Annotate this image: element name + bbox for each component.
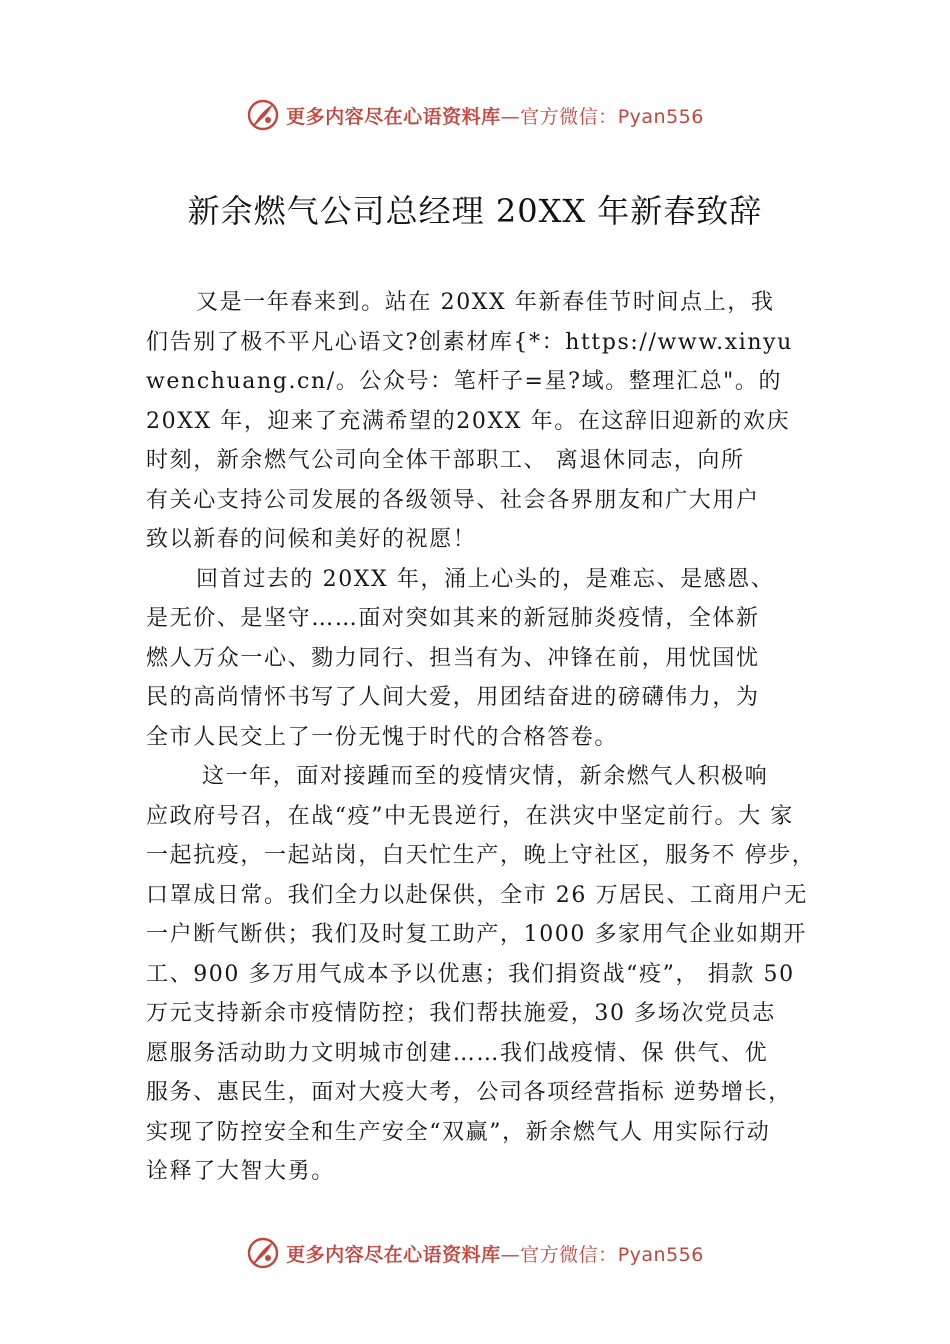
- paragraph-3-line: 实现了防控安全和生产安全“双赢”，新余燃气人 用实际行动: [146, 1119, 771, 1145]
- paragraph-2-line: 回首过去的 20XX 年，涌上心头的，是难忘、是感恩、: [196, 566, 775, 592]
- paragraph-1-line: 20XX 年，迎来了充满希望的20XX 年。在这辞旧迎新的欢庆: [146, 408, 791, 434]
- paragraph-3-line: 一户断气断供；我们及时复工助产，1000 多家用气企业如期开: [146, 922, 807, 947]
- paragraph-2-line: 全市人民交上了一份无愧于时代的合格答卷。: [146, 724, 619, 750]
- paragraph-3-line: 诠释了大智大勇。: [146, 1159, 335, 1184]
- document-body: [146, 283, 826, 1192]
- paragraph-3-line: 万元支持新余市疫情防控；我们帮扶施爱，30 多场次党员志: [146, 1001, 776, 1026]
- banner-text: 更多内容尽在心语资料库—官方微信：Pyan556: [286, 1243, 704, 1266]
- paragraph-1-line: 致以新春的问候和美好的祝愿！: [146, 527, 477, 552]
- paragraph-1-line: wenchuang.cn/。公众号：笔杆子=星?域。整理汇总"。的: [146, 369, 783, 394]
- paragraph-1-line: 们告别了极不平凡心语文?创素材库{*：https://www.xinyu: [146, 329, 793, 355]
- quill-pen-logo-icon: [246, 98, 280, 132]
- footer-banner: [0, 1233, 950, 1273]
- header-banner: [0, 95, 950, 135]
- paragraph-3-line: 服务、惠民生，面对大疫大考，公司各项经营指标 逆势增长，: [146, 1080, 792, 1105]
- paragraph-2-line: 是无价、是坚守……面对突如其来的新冠肺炎疫情，全体新: [146, 606, 760, 631]
- paragraph-2-line: 民的高尚情怀书写了人间大爱，用团结奋进的磅礴伟力，为: [146, 685, 760, 710]
- paragraph-3-line: 一起抗疫，一起站岗，白天忙生产，晚上守社区，服务不 停步，: [146, 843, 816, 868]
- quill-pen-logo-icon: [246, 1236, 280, 1270]
- paragraph-3-line: 口罩成日常。我们全力以赴保供，全市 26 万居民、工商用户无: [146, 882, 808, 908]
- paragraph-1-line: 有关心支持公司发展的各级领导、社会各界朋友和广大用户: [146, 487, 760, 513]
- paragraph-1-line: 又是一年春来到。站在 20XX 年新春佳节时间点上，我: [196, 290, 775, 315]
- paragraph-2-line: 燃人万众一心、勠力同行、担当有为、冲锋在前，用忧国忧: [146, 645, 760, 671]
- paragraph-3-line: 应政府号召，在战“疫”中无畏逆行，在洪灾中坚定前行。大 家: [146, 803, 794, 829]
- paragraph-3-line: 愿服务活动助力文明城市创建……我们战疫情、保 供气、优: [146, 1040, 769, 1066]
- paragraph-3-line: 这一年，面对接踵而至的疫情灾情，新余燃气人积极响: [202, 764, 769, 789]
- paragraph-1-line: 时刻，新余燃气公司向全体干部职工、 离退休同志，向所: [146, 448, 745, 473]
- banner-text: 更多内容尽在心语资料库—官方微信：Pyan556: [286, 105, 704, 128]
- paragraph-3-line: 工、900 多万用气成本予以优惠；我们捐资战“疫”， 捐款 50: [146, 961, 795, 987]
- document-title: 新余燃气公司总经理 20XX 年新春致辞: [187, 192, 763, 230]
